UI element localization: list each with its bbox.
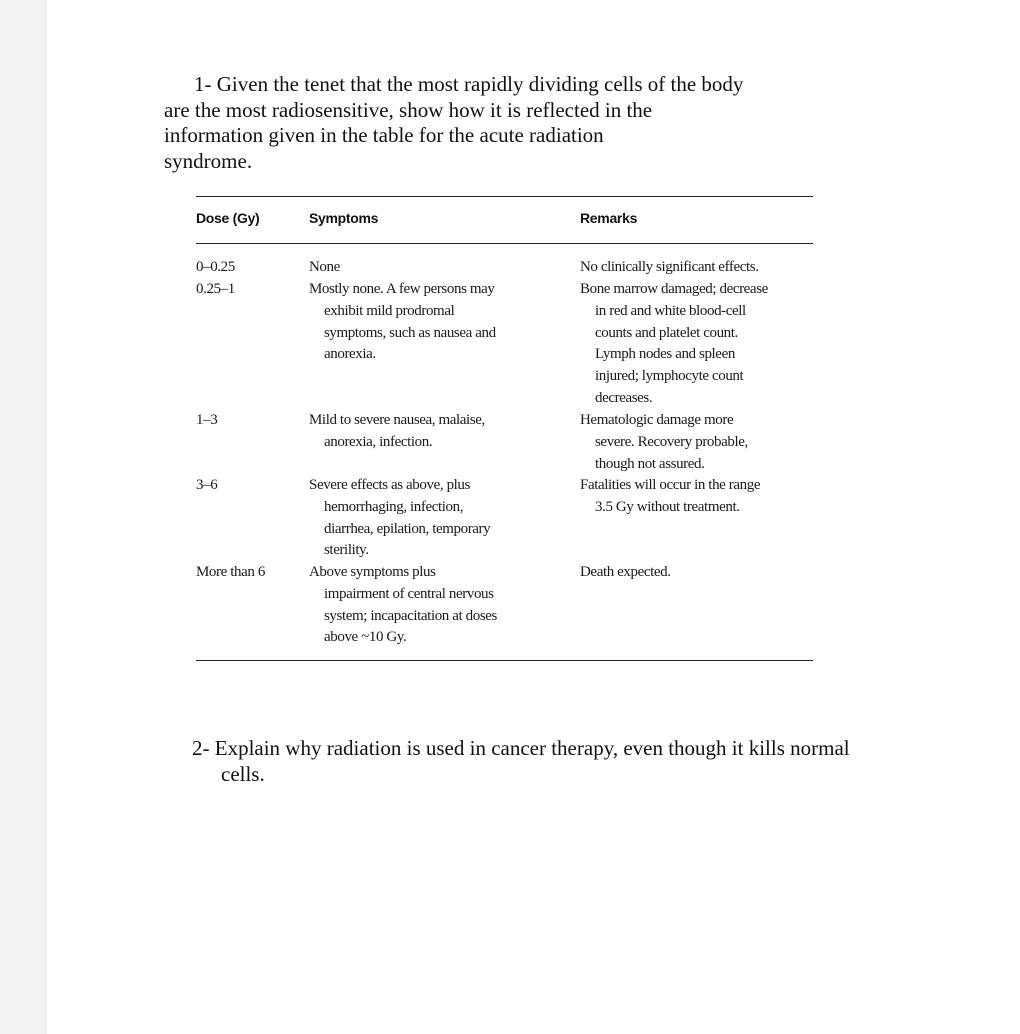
header-remarks: Remarks	[580, 210, 638, 226]
table-row-remarks: No clinically significant effects.	[580, 259, 759, 275]
table-row-symptoms: Mild to severe nausea, malaise, anorexia, infection.	[309, 412, 485, 450]
table-top-rule	[196, 196, 813, 197]
header-symptoms: Symptoms	[309, 210, 379, 226]
question-1-line: information given in the table for the acute radiation	[164, 123, 604, 147]
table-row-dose: 0.25–1	[196, 281, 235, 297]
question-2	[192, 735, 932, 787]
table-row-dose: 1–3	[196, 412, 218, 428]
left-gutter	[0, 0, 47, 1034]
question-1-line: syndrome.	[164, 148, 253, 173]
table-row-symptoms: Above symptoms plus impairment of central nervous system; incapacitation at doses above ~10 Gy.	[309, 564, 497, 646]
question-1-line: 1- Given the tenet that the most rapidly dividing cells of the body	[194, 72, 744, 96]
table-row-remarks: Death expected.	[580, 564, 671, 580]
table-row-dose: 3–6	[196, 477, 218, 493]
table-row-symptoms: Severe effects as above, plus hemorrhaging, infection, diarrhea, epilation, temporary sterility.	[309, 477, 491, 559]
question-1	[164, 72, 804, 174]
question-2-line: cells.	[221, 762, 265, 786]
table-row-dose: More than 6	[196, 564, 265, 580]
table-header-rule	[196, 243, 813, 244]
table-row-symptoms: Mostly none. A few persons may exhibit mild prodromal symptoms, such as nausea and anorexia.	[309, 281, 496, 363]
question-2-line: 2- Explain why radiation is used in cancer therapy, even though it kills normal	[192, 736, 850, 760]
table-row-remarks: Hematologic damage more severe. Recovery probable, though not assured.	[580, 412, 748, 472]
table-row-remarks: Bone marrow damaged; decrease in red and white blood-cell counts and platelet count. Lymph nodes and spleen injured; lymphocyte count decreases.	[580, 281, 768, 406]
table-bottom-rule	[196, 660, 813, 661]
acute-radiation-syndrome-table	[196, 196, 813, 666]
table-row-symptoms: None	[309, 259, 340, 275]
table-row-dose: 0–0.25	[196, 259, 235, 275]
question-1-line: are the most radiosensitive, show how it is reflected in the	[164, 97, 653, 122]
header-dose: Dose (Gy)	[196, 210, 260, 226]
table-row-remarks: Fatalities will occur in the range 3.5 Gy without treatment.	[580, 477, 761, 515]
